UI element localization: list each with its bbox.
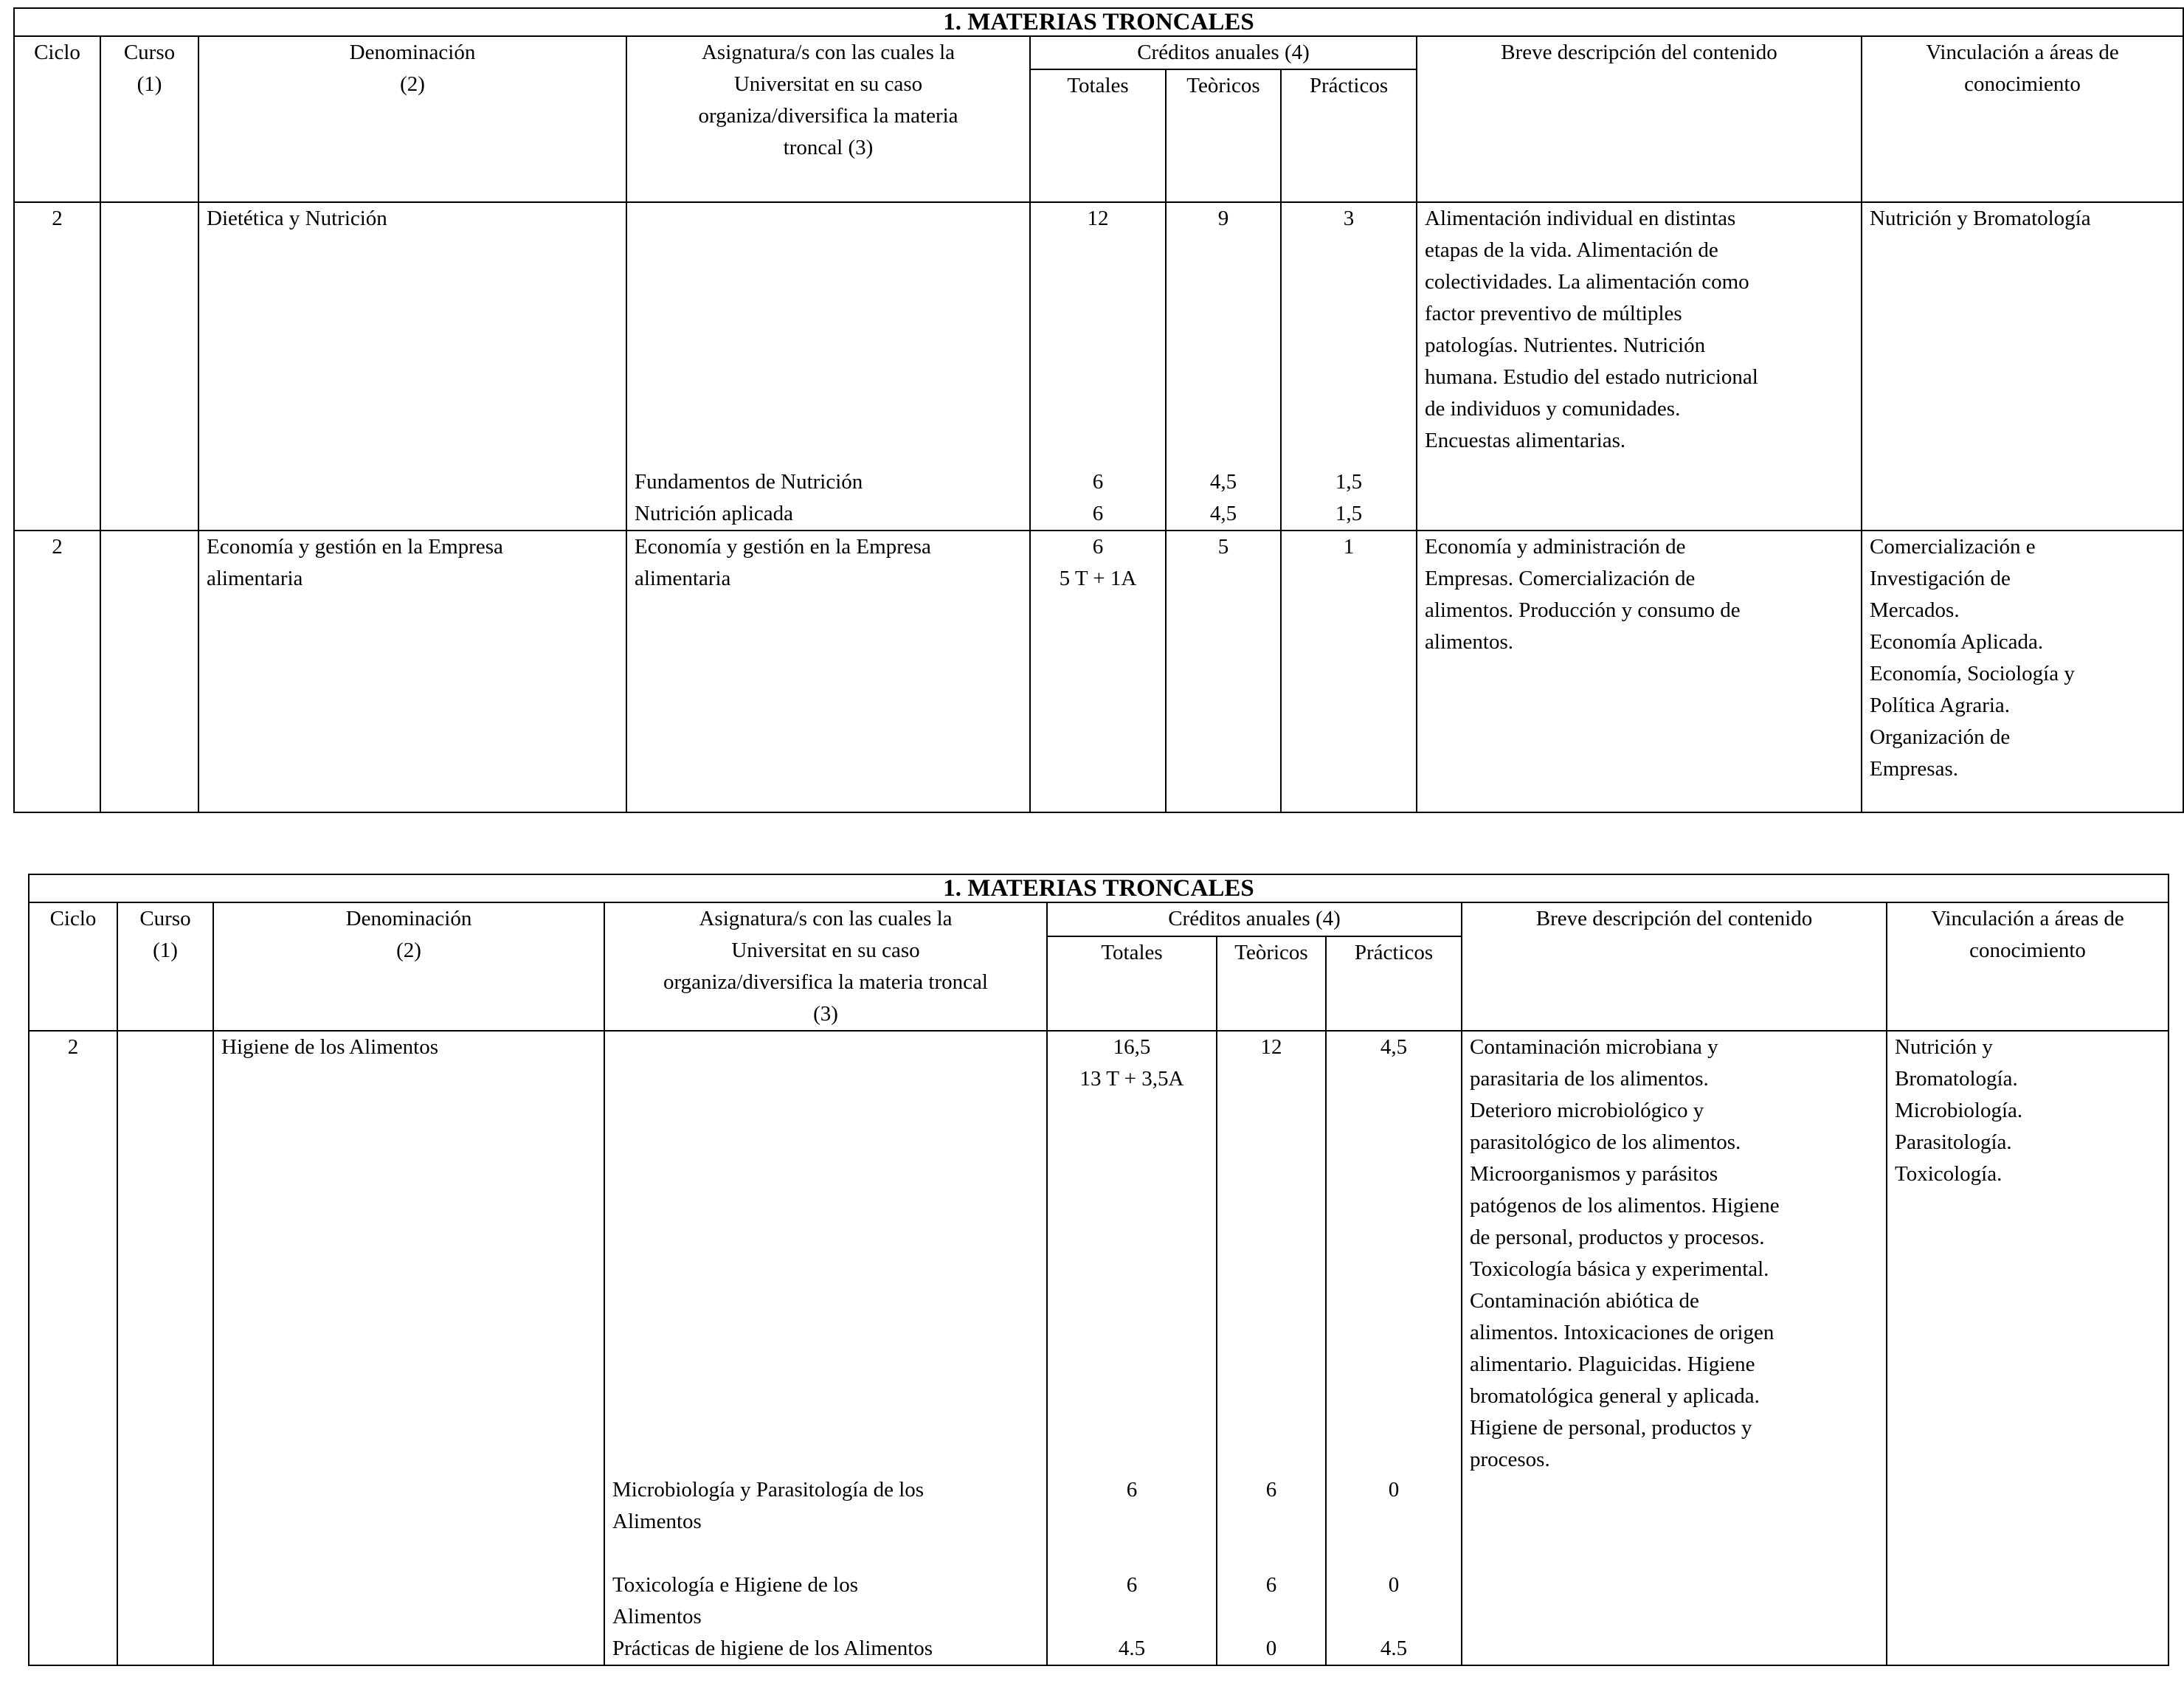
cell-ciclo: 2 — [29, 1031, 117, 1665]
col-header-vinculacion: Vinculación a áreas de conocimiento — [1887, 902, 2169, 1031]
col-header-asignatura: Asignatura/s con las cuales la Universitat en su caso organiza/diversifica la materia troncal (3) — [604, 902, 1047, 1031]
col-header-ciclo: Ciclo — [14, 36, 100, 202]
cell-totales: 6 5 T + 1A — [1030, 531, 1166, 812]
cell-asignatura: Fundamentos de Nutrición Nutrición aplicada — [626, 202, 1030, 531]
table-row — [14, 531, 2183, 812]
cell-descripcion: Alimentación individual en distintas etapas de la vida. Alimentación de colectividades. La alimentación como factor preventivo de múltiples patologías. Nutrientes. Nutrición humana. Estudio del estado nutricional de individuos y comunidades. Encuestas alimentarias. — [1417, 202, 1862, 531]
materias-troncales-table-2 — [28, 874, 2169, 1666]
cell-teoricos: 12 6 6 0 — [1217, 1031, 1326, 1665]
col-header-vinculacion: Vinculación a áreas de conocimiento — [1862, 36, 2183, 202]
cell-curso — [117, 1031, 213, 1665]
cell-asignatura: Economía y gestión en la Empresa alimentaria — [626, 531, 1030, 812]
col-header-curso: Curso (1) — [100, 36, 198, 202]
cell-practicos: 1 — [1281, 531, 1417, 812]
cell-practicos: 3 1,5 1,5 — [1281, 202, 1417, 531]
col-header-creditos: Créditos anuales (4) — [1047, 902, 1462, 936]
cell-totales: 16,5 13 T + 3,5A 6 6 4.5 — [1047, 1031, 1217, 1665]
cell-curso — [100, 531, 198, 812]
col-header-asignatura: Asignatura/s con las cuales la Universitat en su caso organiza/diversifica la materia troncal (3) — [626, 36, 1030, 202]
cell-vinculacion: Nutrición y Bromatología. Microbiología. Parasitología. Toxicología. — [1887, 1031, 2169, 1665]
cell-descripcion: Contaminación microbiana y parasitaria de los alimentos. Deterioro microbiológico y parasitológico de los alimentos. Microorganismos y parásitos patógenos de los alimentos. Higiene de personal, productos y procesos. Toxicología básica y experimental. Contaminación abiótica de alimentos. Intoxicaciones de origen alimentario. Plaguicidas. Higiene bromatológica general y aplicada. Higiene de personal, productos y procesos. — [1462, 1031, 1887, 1665]
cell-descripcion: Economía y administración de Empresas. Comercialización de alimentos. Producción y consumo de alimentos. — [1417, 531, 1862, 812]
cell-vinculacion: Nutrición y Bromatología — [1862, 202, 2183, 531]
col-header-curso: Curso (1) — [117, 902, 213, 1031]
cell-vinculacion: Comercialización e Investigación de Mercados. Economía Aplicada. Economía, Sociología y Política Agraria. Organización de Empresas. — [1862, 531, 2183, 812]
table-title: 1. MATERIAS TRONCALES — [29, 874, 2169, 902]
col-header-descripcion: Breve descripción del contenido — [1462, 902, 1887, 1031]
col-header-practicos: Prácticos — [1326, 936, 1462, 1031]
col-header-totales: Totales — [1047, 936, 1217, 1031]
col-header-teoricos: Teòricos — [1217, 936, 1326, 1031]
col-header-denominacion: Denominación (2) — [213, 902, 604, 1031]
col-header-practicos: Prácticos — [1281, 69, 1417, 202]
col-header-denominacion: Denominación (2) — [198, 36, 626, 202]
cell-ciclo: 2 — [14, 531, 100, 812]
col-header-totales: Totales — [1030, 69, 1166, 202]
materias-troncales-table-1 — [13, 7, 2184, 813]
cell-curso — [100, 202, 198, 531]
cell-totales: 12 6 6 — [1030, 202, 1166, 531]
cell-denominacion: Higiene de los Alimentos — [213, 1031, 604, 1665]
cell-practicos: 4,5 0 0 4.5 — [1326, 1031, 1462, 1665]
cell-asignatura: Microbiología y Parasitología de los Alimentos Toxicología e Higiene de los Alimentos Prácticas de higiene de los Alimentos — [604, 1031, 1047, 1665]
cell-denominacion: Economía y gestión en la Empresa alimentaria — [198, 531, 626, 812]
table-row — [14, 202, 2183, 531]
cell-teoricos: 9 4,5 4,5 — [1166, 202, 1281, 531]
table-title: 1. MATERIAS TRONCALES — [14, 8, 2183, 36]
table-row — [29, 1031, 2169, 1665]
col-header-ciclo: Ciclo — [29, 902, 117, 1031]
col-header-teoricos: Teòricos — [1166, 69, 1281, 202]
cell-denominacion: Dietética y Nutrición — [198, 202, 626, 531]
cell-teoricos: 5 — [1166, 531, 1281, 812]
col-header-creditos: Créditos anuales (4) — [1030, 36, 1417, 69]
cell-ciclo: 2 — [14, 202, 100, 531]
col-header-descripcion: Breve descripción del contenido — [1417, 36, 1862, 202]
